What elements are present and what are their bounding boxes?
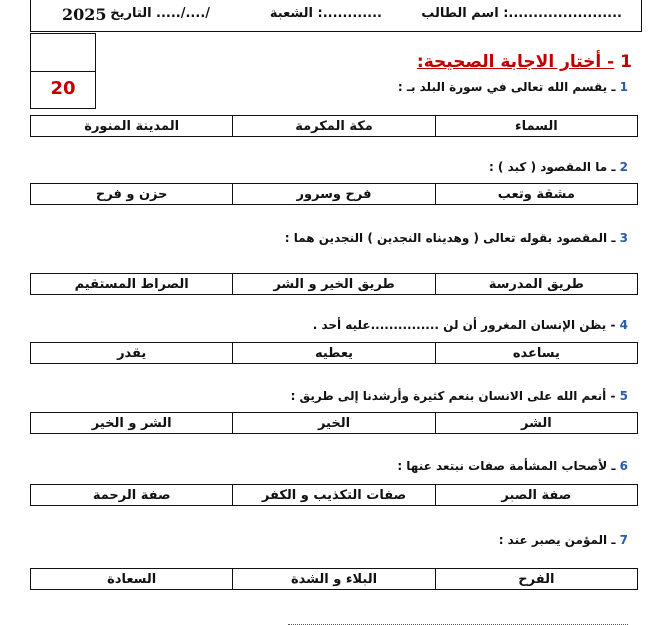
question-text: ـ لأصحاب المشأمة صفات نبتعد عنها : [397, 459, 616, 473]
option[interactable]: المدينة المنورة [84, 118, 180, 134]
question-text: - يظن الإنسان المغرور أن لن ...............عليه أحد . [312, 318, 616, 332]
option[interactable]: مشقة وتعب [435, 184, 637, 204]
question-2 [489, 160, 628, 174]
option[interactable]: فرح وسرور [232, 184, 434, 204]
option[interactable]: الشر [435, 413, 637, 433]
question-number: 7 [619, 533, 628, 547]
option[interactable]: الشر و الخير [91, 415, 172, 431]
options-row-7 [30, 568, 638, 590]
question-number: 1 [619, 80, 628, 94]
options-row-2 [30, 183, 638, 205]
option[interactable]: حزن و فرح [95, 186, 168, 202]
option[interactable]: صفة الرحمة [92, 487, 171, 503]
question-number: 5 [619, 389, 628, 403]
option[interactable]: الفرح [435, 569, 637, 589]
option[interactable]: طريق الخير و الشر [232, 274, 434, 294]
question-1 [398, 80, 628, 94]
option[interactable]: الخير [232, 413, 434, 433]
question-number: 6 [619, 459, 628, 473]
question-number: 3 [619, 231, 628, 245]
question-7 [499, 533, 628, 547]
options-row-5 [30, 412, 638, 434]
option[interactable]: الصراط المستقيم [74, 276, 189, 292]
date-label: التاريخ ...../..../ [110, 6, 210, 21]
year: 2025 [62, 5, 107, 24]
option[interactable]: السماء [435, 116, 637, 136]
question-text: ـ ما المقصود ( كبد ) : [488, 160, 616, 174]
options-row-6 [30, 484, 638, 506]
option[interactable]: مكة المكرمة [232, 116, 434, 136]
question-number: 4 [619, 318, 628, 332]
option[interactable]: صفة الصبر [435, 485, 637, 505]
question-5 [291, 389, 628, 403]
option[interactable]: صفات التكذيب و الكفر [232, 485, 434, 505]
score-divider [30, 71, 96, 72]
question-6 [397, 459, 628, 473]
option[interactable]: يعطيه [232, 343, 434, 363]
option[interactable]: يقدر [117, 345, 147, 361]
question-text: ـ يقسم الله تعالى في سورة البلد بـ : [397, 80, 616, 94]
question-text: ـ المقصود بقوله تعالى ( وهديناه النجدين ) النجدين هما : [284, 231, 616, 245]
question-3 [285, 231, 628, 245]
section-title-text: - أختار الاجابة الصحيحة: [416, 52, 615, 72]
cut-off-next-question [288, 610, 628, 625]
question-4 [313, 318, 628, 332]
option[interactable]: البلاء و الشدة [232, 569, 434, 589]
section-title [417, 52, 632, 72]
options-row-4 [30, 342, 638, 364]
question-number: 2 [619, 160, 628, 174]
options-row-3 [30, 273, 638, 295]
option[interactable]: السعادة [107, 571, 157, 587]
section-number: 1 [620, 52, 632, 72]
student-name-label: اسم الطالب :....................... [421, 6, 622, 21]
options-row-1 [30, 115, 638, 137]
option[interactable]: يساعده [435, 343, 637, 363]
score-value: 20 [50, 78, 76, 99]
question-text: - أنعم الله على الانسان بنعم كثيرة وأرشدنا إلى طريق : [290, 389, 616, 403]
section-label: الشعبة :............ [269, 6, 382, 21]
question-text: ـ المؤمن يصبر عند : [498, 533, 616, 547]
option[interactable]: طريق المدرسة [435, 274, 637, 294]
